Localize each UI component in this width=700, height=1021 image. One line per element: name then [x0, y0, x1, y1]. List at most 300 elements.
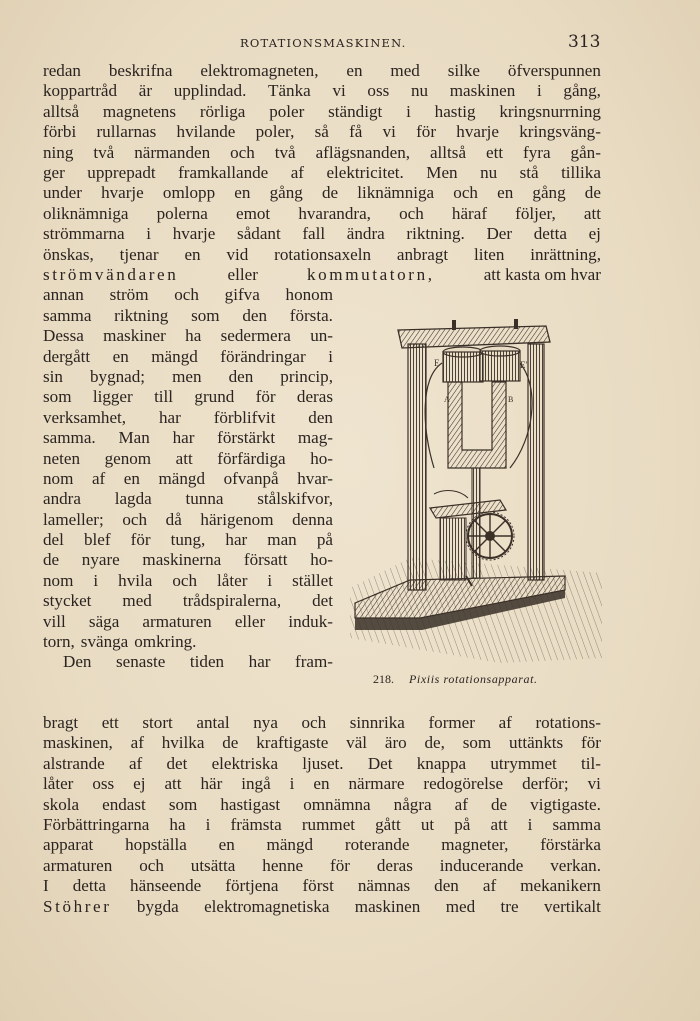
word: redogörelse — [423, 774, 504, 794]
word: aflägsnanden, — [315, 142, 411, 162]
word: antal — [196, 713, 230, 732]
word: som — [191, 305, 220, 325]
page-number: 313 — [568, 32, 601, 52]
word: mängd — [158, 468, 206, 488]
word: dergått — [43, 346, 91, 366]
word: första. — [289, 305, 333, 325]
word: ljuset. — [302, 753, 344, 773]
word: en — [112, 346, 129, 366]
word: Tänka — [268, 81, 311, 101]
word: hvarandra, — [298, 203, 371, 223]
word: en — [218, 835, 235, 855]
word: gång, — [563, 81, 601, 101]
word: silke — [447, 61, 481, 80]
word: förbi — [43, 122, 77, 142]
text-line — [43, 835, 601, 855]
text-line — [43, 795, 601, 815]
word: försatt — [243, 550, 288, 570]
figure-number: 218. — [373, 672, 394, 686]
word: fram- — [295, 652, 333, 672]
text-line — [43, 591, 333, 611]
word: af — [91, 468, 106, 488]
text-line — [43, 550, 333, 570]
word: apparat — [43, 835, 94, 855]
word: och — [453, 183, 478, 203]
word: förändringar — [220, 346, 306, 366]
word: stället — [292, 570, 333, 590]
text-line — [43, 143, 601, 163]
word: har — [248, 652, 271, 672]
paragraph-left-column — [43, 285, 333, 672]
word: härigenom — [200, 509, 274, 529]
word: stå — [519, 162, 539, 182]
word: Der — [486, 224, 513, 244]
word: armaturen — [43, 855, 113, 875]
text-line — [43, 856, 601, 876]
word: kringsväng- — [519, 122, 601, 142]
word: Men — [426, 162, 458, 182]
word: Man — [118, 428, 150, 448]
word: två — [93, 142, 115, 162]
word: tiden — [189, 652, 225, 672]
word: hopställa — [125, 835, 187, 855]
word: det — [312, 591, 333, 611]
word: vi — [587, 774, 601, 794]
word: i — [328, 346, 333, 366]
word: men — [172, 366, 202, 386]
text-line — [43, 306, 333, 326]
text-line — [43, 733, 601, 753]
word: en — [313, 774, 330, 794]
word: strömmarna — [43, 224, 125, 244]
text-line — [43, 774, 601, 794]
word: upplindad. — [173, 81, 247, 101]
word: för — [581, 733, 601, 753]
spaced-term: kommutatorn, — [307, 265, 435, 284]
word: sådant — [237, 224, 281, 244]
word: grund — [194, 387, 235, 407]
word: Dessa — [43, 326, 84, 346]
word: liknämniga — [357, 183, 435, 203]
word: henne — [262, 855, 304, 875]
text-line — [43, 224, 601, 244]
word: hastig — [434, 101, 476, 121]
word: princip, — [280, 366, 333, 386]
word: I — [43, 876, 49, 896]
text-line — [43, 245, 601, 265]
text-line — [43, 876, 601, 896]
word: och — [139, 855, 164, 875]
word: framkallande — [178, 162, 269, 182]
word: den — [242, 305, 267, 325]
word: neten — [43, 448, 81, 468]
word: mag- — [297, 428, 333, 448]
word: anbragt — [396, 244, 449, 264]
word: tung, — [170, 530, 206, 550]
word: eller — [234, 611, 266, 631]
word: en — [497, 183, 514, 203]
word: alltså — [429, 142, 467, 162]
text-line — [43, 530, 333, 550]
text-line — [43, 571, 333, 591]
word: trådspiralerna, — [182, 591, 282, 611]
word: mängd — [266, 835, 314, 855]
word: kringsnurrning — [499, 101, 601, 121]
word: sin — [43, 366, 63, 386]
word: polerna — [156, 203, 208, 223]
word: vigtigaste. — [530, 794, 601, 814]
word: närmanden — [134, 142, 211, 162]
word: som — [168, 794, 198, 814]
word: låter — [217, 570, 248, 590]
word: rörliga — [199, 101, 246, 121]
word: har — [158, 407, 181, 427]
last-line-block — [43, 897, 601, 917]
word: ett — [101, 713, 119, 732]
word: utrymmet — [490, 753, 557, 773]
word: främsta — [230, 814, 282, 834]
word: hvarje — [456, 122, 499, 142]
word: emot — [236, 203, 271, 223]
word: det — [166, 753, 188, 773]
word: armaturen — [142, 611, 212, 631]
word: oss — [92, 774, 115, 794]
word: en — [234, 183, 251, 203]
word: detta — [72, 876, 106, 896]
page-header — [0, 32, 700, 54]
word: elektriska — [211, 753, 279, 773]
word: ger — [43, 162, 65, 182]
word: derför; — [522, 774, 569, 794]
word: af — [454, 794, 468, 814]
word: i — [289, 774, 295, 794]
figure-title: Pixiis rotationsapparat. — [409, 672, 538, 686]
word: ej — [133, 774, 146, 794]
word: och — [122, 509, 148, 529]
text-line — [43, 754, 601, 774]
word: maskiner — [103, 326, 166, 346]
word: alstrande — [43, 753, 105, 773]
word: för — [416, 122, 437, 142]
word: i — [93, 570, 99, 590]
word: här — [200, 774, 223, 794]
word: inrättning, — [530, 244, 601, 264]
word: i — [527, 814, 533, 834]
word: samma — [43, 305, 92, 325]
word: vid — [226, 244, 249, 264]
word: förblifvit — [213, 407, 276, 427]
text-line — [43, 897, 601, 917]
word: riktning — [114, 305, 169, 325]
word: honom — [285, 285, 333, 305]
word: omlopp — [162, 183, 216, 203]
word: fyra — [523, 142, 551, 162]
word: mekanikern — [520, 876, 601, 896]
word: ning — [43, 142, 74, 162]
word: mängd — [151, 346, 198, 366]
word: gifva — [224, 285, 260, 305]
running-title: ROTATIONSMASKINEN. — [240, 36, 407, 50]
word: vill — [43, 611, 66, 631]
word: de — [43, 550, 60, 570]
word: oss — [367, 81, 390, 101]
word: maskinen — [449, 81, 516, 101]
word: stycket — [43, 591, 92, 611]
word: rotations- — [535, 713, 601, 732]
word: med — [445, 896, 476, 916]
text-line — [43, 612, 333, 632]
word: maskinen, — [43, 733, 113, 753]
word: vi — [382, 122, 396, 142]
word: bygda — [136, 896, 179, 916]
word: i — [536, 81, 542, 101]
word: magneter, — [441, 835, 509, 855]
word: säga — [88, 611, 120, 631]
text-line — [43, 489, 333, 509]
word: induk- — [288, 611, 333, 631]
word: koppartråd — [43, 81, 118, 101]
text-line — [43, 387, 333, 407]
word: af — [290, 162, 304, 182]
word: tre — [500, 896, 519, 916]
word: omnämna — [303, 794, 371, 814]
word: endast — [102, 794, 146, 814]
word: tunna — [185, 489, 224, 509]
word: att — [583, 203, 601, 223]
word: torn, — [43, 632, 75, 652]
text-line — [43, 183, 601, 203]
word: har — [225, 530, 248, 550]
word: omkring. — [134, 632, 197, 652]
word: maskinen — [354, 896, 421, 916]
word: två — [274, 142, 296, 162]
word: få — [349, 122, 363, 142]
word: rummet — [301, 814, 356, 834]
text-line — [43, 326, 333, 346]
word: af — [128, 753, 143, 773]
word: hvila — [118, 570, 153, 590]
word: uttänkts — [509, 733, 564, 753]
word: som — [43, 387, 72, 407]
word: förstärkt — [217, 428, 276, 448]
word: för — [255, 387, 276, 407]
word: nya — [253, 713, 278, 732]
word: af — [482, 876, 497, 896]
word: äro — [384, 733, 407, 753]
figure-label: E — [434, 358, 440, 368]
word: til- — [581, 753, 601, 773]
word: ett — [486, 142, 504, 162]
word: och — [230, 142, 255, 162]
word: hvarje — [101, 183, 144, 203]
word: sinnrika — [349, 713, 405, 732]
word: ha — [185, 326, 202, 346]
word: andra — [43, 489, 81, 509]
word: gång — [532, 183, 566, 203]
text-line — [43, 510, 333, 530]
text-line — [43, 469, 333, 489]
word: ständigt — [328, 101, 383, 121]
word: väl — [346, 733, 368, 753]
text-line — [43, 815, 601, 835]
word: hvilande — [176, 122, 236, 142]
engraving-illustration — [350, 318, 602, 672]
word: nu — [480, 162, 498, 182]
word: och — [399, 203, 424, 223]
spaced-name: Stöhrer — [43, 896, 112, 916]
text-line — [43, 713, 601, 733]
word: som — [462, 733, 492, 753]
word: hvarje — [172, 224, 216, 244]
word: för — [130, 530, 151, 550]
word: ut — [420, 814, 435, 834]
word: närmare — [348, 774, 405, 794]
word: nom — [43, 468, 74, 488]
word: ho- — [310, 448, 333, 468]
text-line — [43, 652, 333, 672]
word: beskrifna — [108, 61, 173, 80]
word: genom — [104, 448, 152, 468]
word: rullarnas — [96, 122, 157, 142]
word: hvilka — [161, 733, 205, 753]
text-line — [43, 367, 333, 387]
word: liten — [473, 244, 505, 264]
word: alltså — [43, 101, 80, 121]
word: stort — [142, 713, 173, 732]
word: i — [406, 101, 411, 121]
text-line — [43, 408, 333, 428]
word: hastigast — [220, 794, 281, 814]
word: följer, — [515, 203, 556, 223]
word: ändra — [346, 224, 385, 244]
text-line — [43, 122, 601, 142]
word: ej — [588, 224, 601, 244]
word: nu — [410, 81, 429, 101]
word: de — [321, 183, 339, 203]
word: samma. — [43, 428, 96, 448]
word: på — [316, 530, 333, 550]
word: verksamhet, — [43, 407, 127, 427]
word: nom — [43, 570, 74, 590]
word: är — [138, 81, 153, 101]
word: samma — [552, 814, 601, 834]
figure-label: A — [444, 395, 450, 404]
word: blef — [83, 530, 111, 550]
word: med — [122, 591, 152, 611]
word: gån- — [570, 142, 601, 162]
word: roterande — [344, 835, 410, 855]
word: deras — [376, 855, 413, 875]
word: då — [165, 509, 182, 529]
word: riktning. — [406, 224, 465, 244]
text-line — [43, 632, 333, 652]
text-line — [43, 347, 333, 367]
word: man — [267, 530, 297, 550]
figure-label: B — [508, 395, 514, 404]
word: un- — [310, 326, 333, 346]
paragraph-intro — [43, 61, 601, 265]
text-line — [43, 163, 601, 183]
word: gång — [269, 183, 303, 203]
text-line — [43, 285, 333, 305]
text-line — [43, 102, 601, 122]
word: häraf — [451, 203, 488, 223]
word-group: att kasta om hvar — [483, 265, 601, 284]
word: poler — [269, 101, 305, 121]
word: den — [228, 366, 254, 386]
word: ofvanpå — [223, 468, 279, 488]
word: lameller; — [43, 509, 104, 529]
word: tjenar — [119, 244, 159, 264]
word: inducerande — [439, 855, 524, 875]
word: de — [490, 794, 508, 814]
word: ingå — [241, 774, 271, 794]
word: tillika — [561, 162, 601, 182]
word: för — [330, 855, 350, 875]
word: elektromagnetiska — [204, 896, 330, 916]
word: af — [498, 713, 512, 732]
text-line — [43, 204, 601, 224]
word: först — [302, 876, 334, 896]
word: ho- — [310, 550, 333, 570]
word: stålskifvor, — [257, 489, 333, 509]
word: under — [43, 183, 82, 203]
word: att — [175, 448, 193, 468]
word: eller — [227, 265, 258, 284]
word: så — [314, 122, 329, 142]
word: knappa — [416, 753, 467, 773]
word: upprepadt — [87, 162, 156, 182]
word: fall — [302, 224, 326, 244]
word: bragt — [43, 713, 79, 732]
text-line — [43, 61, 601, 81]
word: i — [146, 224, 152, 244]
word: Förbättringarna — [43, 814, 150, 834]
text-line — [43, 81, 601, 101]
text-line — [43, 449, 333, 469]
word: den — [434, 876, 459, 896]
word: elektromagneten, — [200, 61, 319, 80]
word: i — [205, 814, 211, 834]
word: hänseende — [130, 876, 202, 896]
word: lagda — [114, 489, 152, 509]
word: en — [123, 468, 140, 488]
word: deras — [296, 387, 333, 407]
word: i — [267, 570, 273, 590]
word: nämnas — [357, 876, 411, 896]
word: skola — [43, 794, 80, 814]
word: den — [308, 407, 333, 427]
word: svänga — [80, 632, 129, 652]
word: verkan. — [550, 855, 601, 875]
word: redan — [43, 61, 81, 80]
word: de — [584, 183, 601, 203]
word: på — [454, 814, 471, 834]
figure-label: E' — [520, 360, 528, 370]
word: denna — [292, 509, 333, 529]
word: sedermera — [220, 326, 291, 346]
word: önskas, — [43, 244, 94, 264]
word: rotationsaxeln — [274, 244, 371, 264]
word: och — [174, 285, 199, 305]
word: annan — [43, 285, 84, 305]
word: med — [390, 61, 420, 80]
word: utsätta — [190, 855, 236, 875]
word: och — [301, 713, 327, 732]
word: låter — [43, 774, 74, 794]
word: Den — [63, 652, 92, 672]
word: magnetens — [102, 101, 176, 121]
